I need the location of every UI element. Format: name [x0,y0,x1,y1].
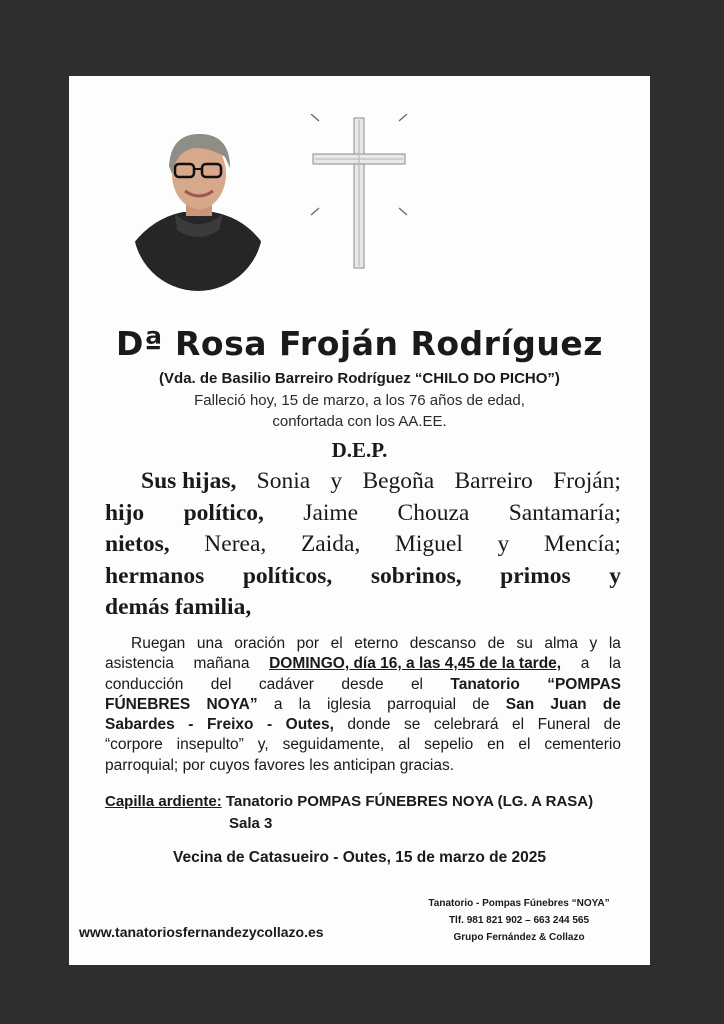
body-word: su [516,635,533,652]
body-word: parroquial [387,695,457,713]
family-word: Zaida, [300,531,361,557]
family-word: Barreiro [454,468,533,494]
firm-name: Tanatorio - Pompas Fúnebres “NOYA” [428,898,610,909]
family-line [105,498,621,530]
body-line [105,654,621,674]
body-word: descanso [409,635,477,652]
body-word: FÚNEBRES [105,695,191,713]
body-word: una [196,635,223,652]
body-word: - [266,716,273,734]
funeral-home-info [399,895,639,946]
body-word: cementerio [544,736,621,754]
family-word: nietos, [105,531,170,557]
family-line [105,466,621,498]
family-word: primos [500,562,571,589]
body-line [105,695,621,715]
body-word: Juan [550,695,587,713]
body-word: por [296,635,320,652]
chapel-value: Tanatorio POMPAS FÚNEBRES NOYA (LG. A RASA) [225,793,594,810]
body-line [105,715,621,735]
body-word: al [398,736,411,754]
body-word: el [512,716,525,734]
body-word: por [182,756,205,774]
family-word: Miguel [394,531,463,557]
body-word: les [309,756,330,774]
family-word: Jaime [303,499,359,526]
body-word: a [273,695,283,713]
body-word: de [602,695,621,713]
body-word: de [487,635,505,652]
body-word: en [487,736,505,754]
family-line [105,592,621,624]
chapel-room: Sala 3 [229,815,273,832]
family-word: sobrinos, [370,562,462,589]
body-word: sepelio [424,736,474,754]
body-word: cadáver [258,675,314,693]
family-word: Santamaría; [508,499,621,526]
body-word: San [505,695,535,713]
family-word: hijo [105,499,145,526]
body-word: el [518,736,531,754]
body-word: asistencia [105,655,174,673]
death-line-2: confortada con los AA.EE. [272,413,447,430]
body-line [105,735,621,755]
body-word: “POMPAS [547,675,621,693]
body-word: a [580,655,590,673]
family-line [105,561,621,593]
body-word: Funeral [537,716,591,734]
body-word: conducción [105,675,184,693]
family-line [105,529,621,561]
body-word: del [210,675,232,693]
body-line [105,675,621,695]
dep-heading: D.E.P. [331,438,388,462]
body-word: Freixo [206,716,254,734]
body-word: se [404,716,421,734]
family-word: y [497,531,510,557]
portrait-photo [133,126,263,291]
body-word: parroquial; [105,756,179,774]
family-word: hermanos [105,562,205,589]
body-word: la [608,635,621,652]
body-word: Sabardes [105,716,175,734]
body-word: celebrará [433,716,499,734]
family-word: Sus hijas, [141,468,237,494]
body-word: NOYA” [206,695,258,713]
family-word: político, [183,499,264,526]
family-word: Begoña [362,468,435,494]
residence-date-line: Vecina de Catasueiro - Outes, 15 de marzo de 2025 [172,849,547,866]
ceremony-time: DOMINGO, día 16, a las 4,45 de la tarde, [269,655,562,673]
body-word: Outes, [285,716,334,734]
body-word: oración [234,635,286,652]
body-word: de [472,695,490,713]
body-line [105,634,621,654]
firm-phone: Tlf. 981 821 902 – 663 244 565 [448,915,590,926]
body-word: anticipan [333,756,396,774]
family-word: y [609,562,621,589]
family-word: Froján; [553,468,621,494]
body-word: la [298,695,311,713]
family-word: políticos, [242,562,333,589]
chapel-info [105,793,593,810]
body-word: eterno [354,635,399,652]
family-word: y [330,468,343,494]
firm-group: Grupo Fernández & Collazo [453,932,585,943]
family-list [105,466,621,624]
website-link[interactable]: www.tanatoriosfernandezycollazo.es [79,924,324,940]
body-word: insepulto” [176,736,244,754]
body-word: desde [341,675,384,693]
body-word: Ruegan [131,635,186,652]
body-word: seguidamente, [282,736,385,754]
body-word: mañana [193,655,250,673]
body-word: donde [347,716,391,734]
body-word: y [589,635,598,652]
body-word: la [608,655,621,673]
deceased-name: Dª Rosa Froján Rodríguez [116,324,603,363]
body-word: - [188,716,194,734]
cross-icon [299,114,419,274]
ceremony-paragraph [105,634,621,776]
widow-of-line: (Vda. de Basilio Barreiro Rodríguez “CHILO DO PICHO”) [159,370,560,387]
body-word: de [603,716,621,734]
body-word: “corpore [105,736,163,754]
family-word: Chouza [397,499,470,526]
family-word: demás familia, [105,594,252,620]
body-word: el [330,635,343,652]
body-word: el [410,675,424,693]
body-word: gracias. [399,756,455,774]
family-word: Sonia [256,468,311,494]
body-word: cuyos [209,756,250,774]
body-word: alma [544,635,578,652]
family-word: Nerea, [204,531,267,557]
body-word: Tanatorio [450,675,520,693]
family-word: Mencía; [543,531,621,557]
obituary-notice [69,76,650,965]
body-word: y, [257,736,269,754]
body-word: favores [254,756,305,774]
body-line [105,756,621,776]
body-word: iglesia [326,695,371,713]
chapel-label: Capilla ardiente: [105,793,222,810]
death-line-1: Falleció hoy, 15 de marzo, a los 76 años de edad, [194,392,525,409]
death-announcement [69,390,650,432]
